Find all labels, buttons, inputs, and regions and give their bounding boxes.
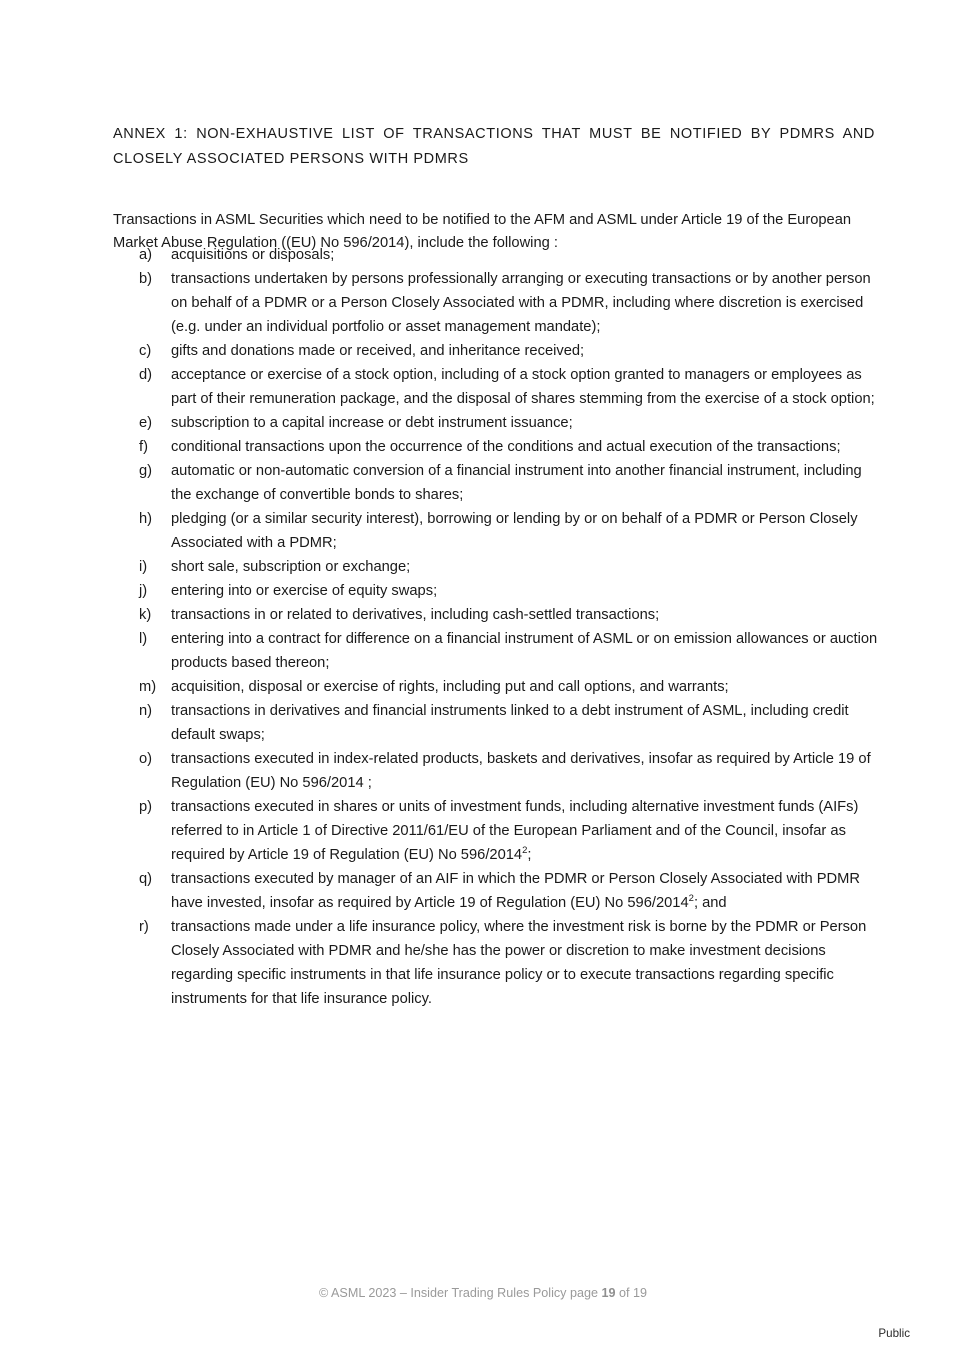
list-item-marker: d) [139, 367, 153, 383]
list-item-tail: ; and [693, 895, 727, 911]
list-item-text: pledging (or a similar security interest), borrowing or lending by or on behalf of a PDMR or Person Closely Associated with a PDMR; [171, 511, 858, 551]
page-footer [0, 1286, 966, 1300]
list-item-marker: h) [139, 511, 153, 527]
list-item [113, 795, 881, 867]
list-item [113, 459, 881, 507]
list-item-tail: ; [527, 847, 532, 863]
footnote-reference: 2 [688, 893, 694, 905]
list-item-marker: p) [139, 799, 153, 815]
list-item-body: transactions executed by manager of an AIF in which the PDMR or Person Closely Associated with PDMR have invested, insofar as required by Article 19 of Regulation (EU) No 596/2014 [171, 871, 860, 911]
list-item [113, 435, 881, 459]
list-item [113, 915, 881, 1011]
list-item-marker: q) [139, 871, 153, 887]
list-item [113, 579, 881, 603]
list-item-marker: l) [139, 631, 148, 647]
list-item-text: conditional transactions upon the occurrence of the conditions and actual execution of the transactions; [171, 439, 841, 455]
list-item [113, 507, 881, 555]
list-item-marker: j) [139, 583, 148, 599]
list-item-marker: i) [139, 559, 148, 575]
list-item-text: acceptance or exercise of a stock option, including of a stock option granted to managers or employees as part of their remuneration package, and the disposal of shares stemming from the exercise of a stock option; [171, 367, 875, 407]
list-item [113, 699, 881, 747]
footer-suffix: of 19 [615, 1286, 648, 1300]
list-item-text [171, 867, 881, 915]
list-item-text: transactions undertaken by persons professionally arranging or executing transactions or by another person on behalf of a PDMR or a Person Closely Associated with a PDMR, including where discretion is exercised (e.g. under an individual portfolio or asset management mandate); [171, 271, 871, 335]
list-item-text: transactions in derivatives and financial instruments linked to a debt instrument of ASML, including credit default swaps; [171, 703, 849, 743]
list-item-marker: r) [139, 919, 149, 935]
list-item-marker: g) [139, 463, 153, 479]
list-item-text: entering into a contract for difference on a financial instrument of ASML or on emission allowances or auction products based thereon; [171, 631, 878, 671]
classification-label: Public [878, 1327, 910, 1340]
list-item [113, 675, 881, 699]
list-item [113, 411, 881, 435]
list-item-text: entering into or exercise of equity swaps; [171, 583, 438, 599]
list-item-text: gifts and donations made or received, and inheritance received; [171, 343, 585, 359]
footer-prefix: © ASML 2023 – Insider Trading Rules Policy page [318, 1286, 602, 1300]
list-item-text [171, 795, 881, 867]
list-item [113, 747, 881, 795]
list-item [113, 363, 881, 411]
list-item-marker: b) [139, 271, 153, 287]
footnote-reference: 2 [522, 845, 528, 857]
list-item [113, 867, 881, 915]
list-item-marker: n) [139, 703, 153, 719]
list-item-text: short sale, subscription or exchange; [171, 559, 411, 575]
list-item [113, 603, 881, 627]
list-item [113, 267, 881, 339]
list-item-text: acquisitions or disposals; [171, 247, 335, 263]
list-item-marker: o) [139, 751, 153, 767]
list-item-marker: c) [139, 343, 152, 359]
list-item [113, 555, 881, 579]
list-item-body: transactions executed in shares or units of investment funds, including alternative investment funds (AIFs) referred to in Article 1 of Directive 2011/61/EU of the European Parliament and of the Council, insofar as required by Article 19 of Regulation (EU) No 596/2014 [171, 799, 859, 863]
list-item [113, 339, 881, 363]
list-item-marker: a) [139, 247, 153, 263]
list-item-text: subscription to a capital increase or debt instrument issuance; [171, 415, 573, 431]
list-item [113, 243, 881, 267]
list-item-marker: k) [139, 607, 152, 623]
footer-page-number: 19 [601, 1286, 616, 1300]
list-item-text: transactions executed in index-related products, baskets and derivatives, insofar as required by Article 19 of Regulation (EU) No 596/2014 ; [171, 751, 871, 791]
list-item-text: transactions made under a life insurance policy, where the investment risk is borne by the PDMR or Person Closely Associated with PDMR and he/she has the power or discretion to make investment decisions regarding specific instruments in that life insurance policy or to execute transactions regarding specific instruments for that life insurance policy. [171, 919, 867, 1007]
list-item-text: transactions in or related to derivatives, including cash-settled transactions; [171, 607, 660, 623]
transactions-list [113, 243, 881, 1011]
list-item-marker: m) [139, 679, 157, 695]
annex-heading: ANNEX 1: NON-EXHAUSTIVE LIST OF TRANSACTIONS THAT MUST BE NOTIFIED BY PDMRS AND CLOSELY ASSOCIATED PERSONS WITH PDMRS [113, 126, 875, 167]
list-item-marker: f) [139, 439, 148, 455]
list-item-text: automatic or non-automatic conversion of a financial instrument into another financial instrument, including the exchange of convertible bonds to shares; [171, 463, 862, 503]
list-item-text: acquisition, disposal or exercise of rights, including put and call options, and warrants; [171, 679, 729, 695]
list-item-marker: e) [139, 415, 153, 431]
list-item [113, 627, 881, 675]
intro-paragraph: Transactions in ASML Securities which need to be notified to the AFM and ASML under Article 19 of the European Market Abuse Regulation ((EU) No 596/2014), include the following : [113, 212, 852, 251]
